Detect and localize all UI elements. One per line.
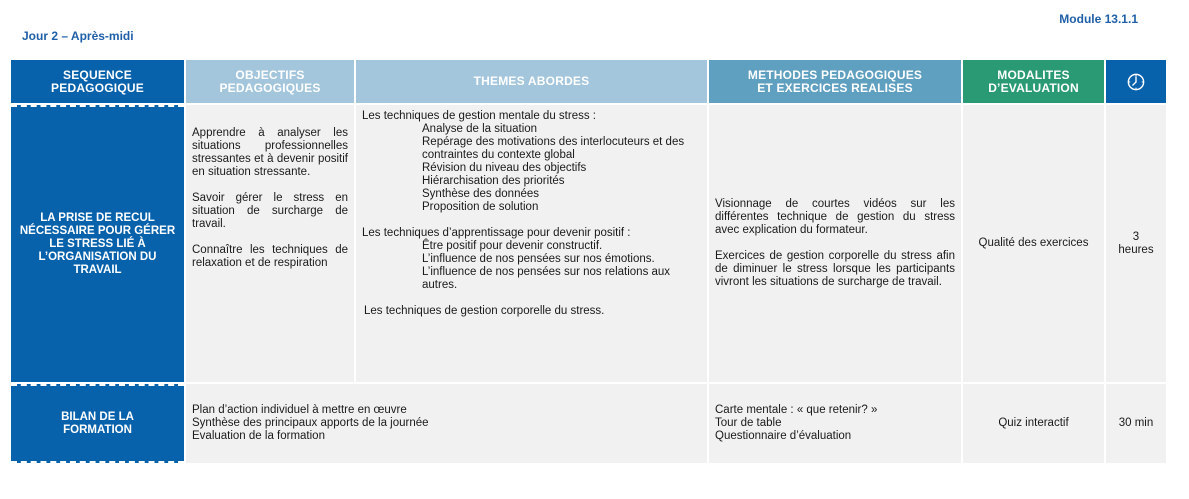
theme-item: Révision du niveau des objectifs [422,162,587,174]
methods-cell [709,105,961,382]
objective-item: Connaître les techniques de relaxation et de respiration [192,244,348,269]
header-sequence-line1: SEQUENCE [63,67,132,82]
method-item: Tour de table [715,417,782,429]
method-item: Visionnage de courtes vidéos sur les différentes technique de gestion du stress avec explication du formateur. [715,198,955,236]
sequence-title: LA PRISE DE RECUL NÉCESSAIRE POUR GÉRER LE STRESS LIÉ À L’ORGANISATION DU TRAVAIL [19,212,176,276]
theme-item: Analyse de la situation [422,123,538,135]
method-item: Carte mentale : « que retenir? » [715,404,878,416]
duration-cell [1106,384,1166,463]
evaluation-cell [963,384,1104,463]
sequence-title-line2: FORMATION [63,423,132,436]
header-evaluation-line1: MODALITES [997,67,1070,82]
header-objectives-line2: PEDAGOGIQUES [219,80,321,95]
header-evaluation [963,60,1104,103]
day-title: Jour 2 – Après-midi [22,29,134,43]
objective-item: Apprendre à analyser les situations professionnelles stressantes et à devenir positif en situation stressante. [192,127,348,178]
evaluation-cell [963,105,1104,382]
theme-group-list [362,240,701,292]
bilan-item: Plan d’action individuel à mettre en œuvre [192,404,407,416]
method-item: Questionnaire d’évaluation [715,430,852,442]
header-themes [356,60,707,103]
evaluation-text: Quiz interactif [998,417,1069,429]
theme-group-list [362,123,701,214]
theme-item: Hiérarchisation des priorités [422,175,565,187]
duration-value: 3 [1132,230,1140,243]
clock-icon [1127,73,1145,91]
theme-item: Proposition de solution [422,201,539,213]
theme-item: L’influence de nos pensées sur nos relations aux autres. [422,266,671,291]
duration-value: 30 min [1118,417,1154,429]
objectives-cell [186,105,354,382]
evaluation-text: Qualité des exercices [978,237,1089,249]
header-evaluation-line2: D’EVALUATION [988,80,1079,95]
bilan-content-cell [186,384,707,463]
sequence-title-line1: BILAN DE LA [61,410,134,423]
header-sequence-line2: PEDAGOGIQUE [51,80,144,95]
header-methods [709,60,961,103]
theme-group-title: Les techniques d’apprentissage pour devenir positif : [362,227,631,239]
theme-item: Être positif pour devenir constructif. [422,240,603,252]
duration-unit: heures [1118,243,1154,256]
themes-cell [356,105,707,382]
methods-cell [709,384,961,463]
sequence-cell [11,384,184,463]
header-methods-line1: METHODES PEDAGOGIQUES [747,67,923,82]
objective-item: Savoir gérer le stress en situation de surcharge de travail. [192,192,348,230]
header-methods-line2: ET EXERCICES REALISES [757,80,913,95]
theme-group-title: Les techniques de gestion mentale du stress : [362,110,596,122]
sequence-cell [11,105,184,382]
theme-item: Repérage des motivations des interlocuteurs et des contraintes du contexte global [422,136,685,161]
duration-cell [1106,105,1166,382]
method-item: Exercices de gestion corporelle du stress afin de diminuer le stress lorsque les participants vivront les situations de surcharge de travail. [715,250,955,288]
header-duration [1106,60,1166,103]
bilan-item: Evaluation de la formation [192,430,325,442]
header-objectives-line1: OBJECTIFS [235,67,305,82]
training-schedule-table [11,60,1166,463]
bilan-item: Synthèse des principaux apports de la journée [192,417,429,429]
header-objectives [186,60,354,103]
theme-item: Synthèse des données [422,188,540,200]
theme-group-title: Les techniques de gestion corporelle du stress. [364,305,605,317]
header-themes-label: THEMES ABORDES [473,74,590,88]
module-title: Module 13.1.1 [1059,12,1138,26]
header-sequence [11,60,184,103]
theme-item: L’influence de nos pensées sur nos émotions. [422,253,655,265]
